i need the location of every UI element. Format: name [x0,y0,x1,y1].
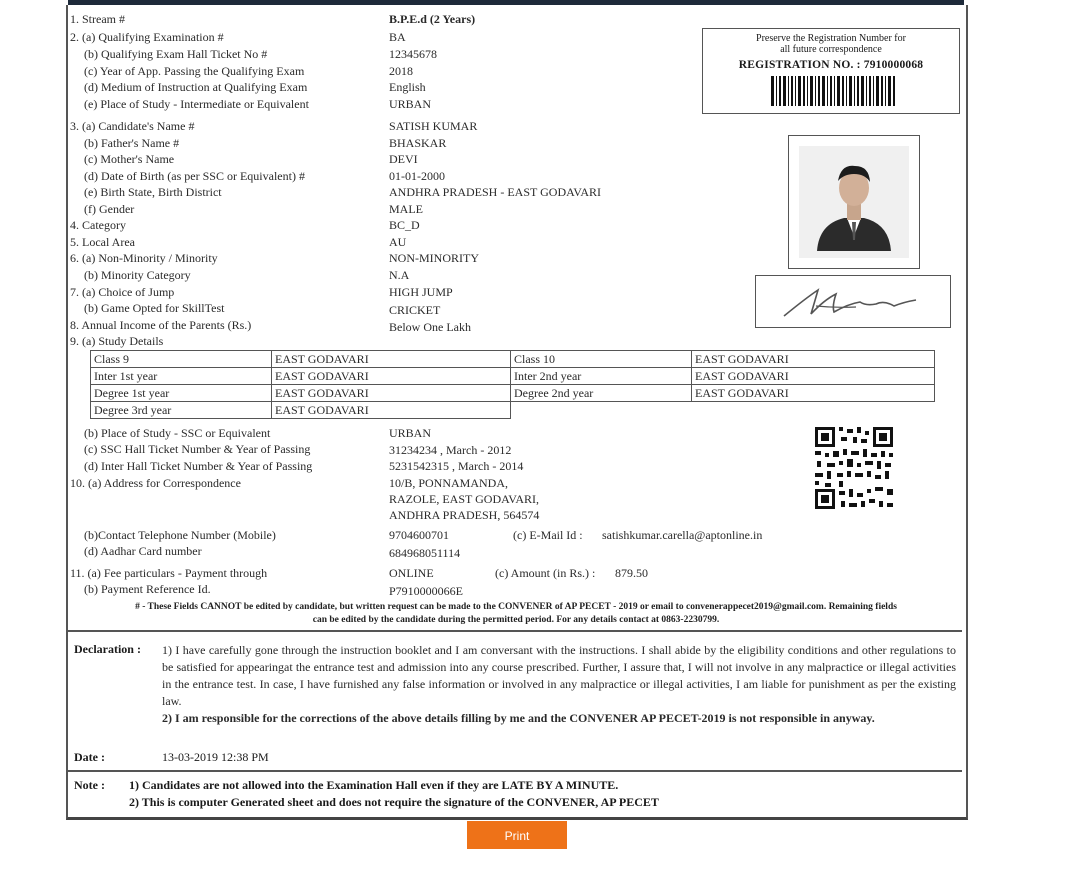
note-label: Note : [74,778,105,792]
field-qual-exam-value: BA [389,30,406,44]
field-aadhar-label: (d) Aadhar Card number [84,544,202,558]
field-address-line3: ANDHRA PRADESH, 564574 [389,508,540,522]
table-cell: EAST GODAVARI [272,402,511,419]
field-birth-place-value: ANDHRA PRADESH - EAST GODAVARI [389,185,602,199]
field-cand-name-value: SATISH KUMAR [389,119,478,133]
field-phone-label: (b)Contact Telephone Number (Mobile) [84,528,276,542]
field-local-area-label: 5. Local Area [70,235,135,249]
field-payref-value: P7910000066E [389,584,464,598]
field-dob-value: 01-01-2000 [389,169,445,183]
field-birth-place-label: (e) Birth State, Birth District [84,185,222,199]
field-father-value: BHASKAR [389,136,447,150]
field-email-value: satishkumar.carella@aptonline.in [602,528,763,542]
signature-image [756,276,950,327]
declaration-label: Declaration : [74,642,141,656]
edit-notice-line2: can be edited by the candidate during the permitted period. For any details contact at 0863-2230799. [312,615,720,625]
field-minority-cat-label: (b) Minority Category [84,268,191,282]
barcode-image [771,76,895,106]
field-mother-value: DEVI [389,152,418,166]
declaration-text [162,642,956,727]
declaration-para1: 1) I have carefully gone through the instruction booklet and I am conversant with the instructions. I shall abide by the eligibility conditions and other regulations to be satisfied for appearingat the entrance test and admission into any course prescribed. Further, I assure that, I will not involve in any malpractice or illegal activities in the entrance test. In case, I have furnished any false information or involved in any malpractice or illegal activities, I am liable for punishment as per the existing law. [162,643,956,708]
field-fee-label: 11. (a) Fee particulars - Payment through [70,566,268,580]
field-inter-ticket-label: (d) Inter Hall Ticket Number & Year of Passing [84,459,313,473]
edit-notice [70,601,962,627]
table-row [91,368,935,385]
field-mother-label: (c) Mother's Name [84,152,175,166]
field-income-value: Below One Lakh [389,320,471,334]
field-qual-year-value: 2018 [389,64,413,78]
field-aadhar-value: 684968051114 [389,546,461,560]
edit-notice-line1: # - These Fields CANNOT be edited by candidate, but written request can be made to the CONVENER of AP PECET - 2019 or email to convenerappecet2019@gmail.com. Remaining fields [135,602,897,612]
table-cell: Class 9 [91,351,272,368]
field-qual-year-label: (c) Year of App. Passing the Qualifying Exam [84,64,305,78]
study-details-table [90,350,935,419]
note-line2: 2) This is computer Generated sheet and does not require the signature of the CONVENER, AP PECET [129,795,659,809]
field-category-label: 4. Category [70,218,126,232]
table-cell: EAST GODAVARI [692,368,935,385]
field-qual-ticket-label: (b) Qualifying Exam Hall Ticket No # [84,47,268,61]
field-game-label: (b) Game Opted for SkillTest [84,301,225,315]
field-minority-value: NON-MINORITY [389,251,479,265]
field-gender-label: (f) Gender [84,202,135,216]
person-photo-icon [789,136,919,268]
empty-cell [511,402,692,419]
field-dob-label: (d) Date of Birth (as per SSC or Equivalent) # [84,169,305,183]
field-qual-ticket-value: 12345678 [389,47,437,61]
qr-code-image [813,425,895,511]
registration-note-line1: Preserve the Registration Number for [756,33,906,44]
signature-box [755,275,951,328]
field-stream-label: 1. Stream # [70,12,125,26]
field-income-label: 8. Annual Income of the Parents (Rs.) [70,318,252,332]
field-gender-value: MALE [389,202,423,216]
table-cell: EAST GODAVARI [692,385,935,402]
table-cell: EAST GODAVARI [692,351,935,368]
table-cell: EAST GODAVARI [272,368,511,385]
declaration-para2: 2) I am responsible for the corrections of the above details filling by me and the CONVENER AP PECET-2019 is not responsible in anyway. [162,711,875,725]
candidate-photo [788,135,920,269]
field-fee-value: ONLINE [389,566,434,580]
field-stream-value: B.P.E.d (2 Years) [389,12,476,26]
field-study-details-label: 9. (a) Study Details [70,334,164,348]
field-ssc-ticket-label: (c) SSC Hall Ticket Number & Year of Passing [84,442,311,456]
registration-number: REGISTRATION NO. : 7910000068 [738,59,924,71]
field-address-line2: RAZOLE, EAST GODAVARI, [389,492,540,506]
declaration-section [68,630,962,772]
field-ssc-ticket-value: 31234234 , March - 2012 [389,443,512,457]
table-cell: Inter 1st year [91,368,272,385]
field-amount-label: (c) Amount (in Rs.) : [495,566,596,580]
table-row [91,385,935,402]
field-amount-value: 879.50 [615,566,648,580]
empty-cell [692,402,935,419]
note-line1: 1) Candidates are not allowed into the Examination Hall even if they are LATE BY A MINUTE. [129,778,619,792]
field-ssc-place-value: URBAN [389,426,432,440]
field-category-value: BC_D [389,218,420,232]
table-cell: Degree 2nd year [511,385,692,402]
table-cell: Class 10 [511,351,692,368]
table-cell: EAST GODAVARI [272,351,511,368]
field-qual-place-value: URBAN [389,97,432,111]
registration-box [702,28,960,114]
field-jump-label: 7. (a) Choice of Jump [70,285,175,299]
field-qual-medium-value: English [389,80,426,94]
table-row [91,351,935,368]
table-cell: Degree 3rd year [91,402,272,419]
field-address-label: 10. (a) Address for Correspondence [70,476,241,490]
field-qual-place-label: (e) Place of Study - Intermediate or Equivalent [84,97,309,111]
table-cell: Inter 2nd year [511,368,692,385]
field-minority-cat-value: N.A [389,268,410,282]
date-value: 13-03-2019 12:38 PM [162,750,269,764]
print-button[interactable]: Print [467,821,567,849]
field-payref-label: (b) Payment Reference Id. [84,582,211,596]
field-inter-ticket-value: 5231542315 , March - 2014 [389,459,524,473]
field-ssc-place-label: (b) Place of Study - SSC or Equivalent [84,426,271,440]
field-qual-exam-label: 2. (a) Qualifying Examination # [70,30,224,44]
field-father-label: (b) Father's Name # [84,136,180,150]
field-game-value: CRICKET [389,303,441,317]
field-qual-medium-label: (d) Medium of Instruction at Qualifying Exam [84,80,308,94]
registration-note-line2: all future correspondence [780,44,882,55]
field-cand-name-label: 3. (a) Candidate's Name # [70,119,195,133]
field-jump-value: HIGH JUMP [389,285,453,299]
table-row [91,402,935,419]
table-cell: EAST GODAVARI [272,385,511,402]
field-address-line1: 10/B, PONNAMANDA, [389,476,509,490]
field-local-area-value: AU [389,235,407,249]
field-minority-label: 6. (a) Non-Minority / Minority [70,251,218,265]
table-cell: Degree 1st year [91,385,272,402]
date-label: Date : [74,750,105,764]
field-email-label: (c) E-Mail Id : [513,528,583,542]
field-phone-value: 9704600701 [389,528,449,542]
